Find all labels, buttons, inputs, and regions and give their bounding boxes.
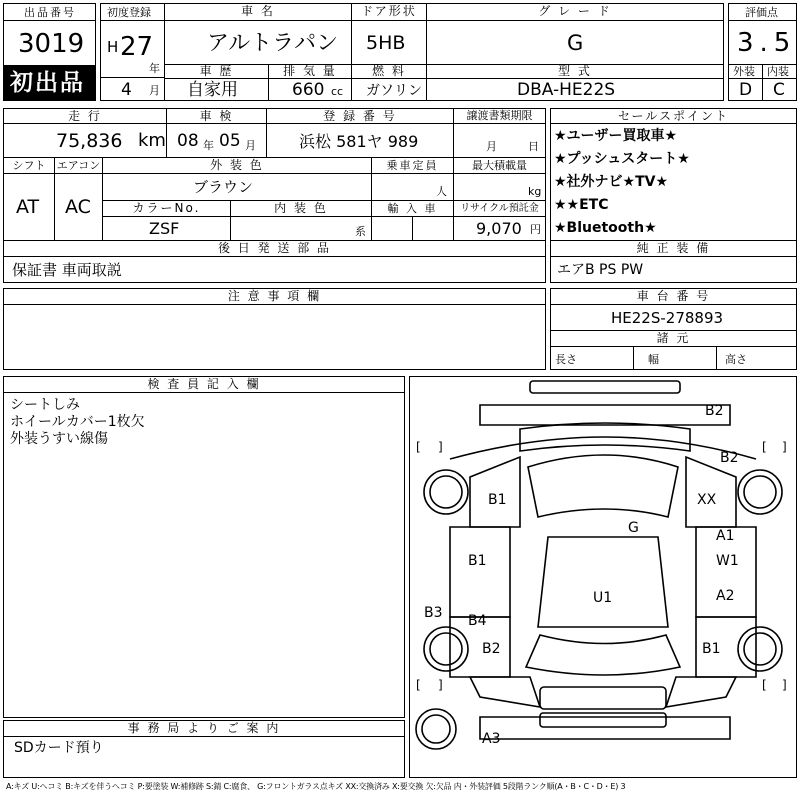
history-cell <box>164 78 269 101</box>
plate-label: 登 録 番 号 <box>266 108 454 124</box>
score-label: 評価点 <box>745 6 778 19</box>
grade-label: グ レ ー ド <box>426 3 724 21</box>
exterior-color-cell <box>102 173 372 201</box>
cautions-label: 注 意 事 項 欄 <box>3 288 546 305</box>
mileage: 75,836 <box>56 130 123 152</box>
fuel-cell <box>351 78 427 101</box>
exterior-color-label: 外 装 色 <box>102 157 372 174</box>
damage-diagram <box>410 377 796 777</box>
svg-text:[: [ <box>416 678 421 692</box>
sales-point-4: ★★ETC <box>554 197 609 213</box>
mileage-label: 走 行 <box>3 108 167 124</box>
import-cell-2 <box>412 216 454 241</box>
shift-label: シフト <box>3 157 55 174</box>
inspector-notes-box <box>3 392 405 718</box>
sales-points-label: セールスポイント <box>550 108 797 124</box>
first-reg-label-cell <box>100 3 165 21</box>
inspection-month: 05 <box>219 131 241 151</box>
displacement: 660 <box>292 80 325 100</box>
first-listing-badge <box>3 65 96 101</box>
svg-text:]: ] <box>438 440 443 454</box>
damage-diagram-frame <box>409 376 797 778</box>
damage-mark-right-front-door: A1 <box>716 528 735 544</box>
damage-mark-left-front-fender: B1 <box>488 492 507 508</box>
office-notes-box <box>3 736 405 778</box>
car-name: アルトラパン <box>207 31 339 56</box>
color-no-label: カラーNo. <box>102 200 231 217</box>
first-reg-year-cell <box>100 20 165 78</box>
first-listing-text: 初出品 <box>10 70 85 96</box>
svg-text:]: ] <box>782 678 787 692</box>
score: 3.5 <box>737 28 797 58</box>
damage-mark-left-rear-fender: B2 <box>482 641 501 657</box>
displacement-cell <box>268 78 352 101</box>
deferred-parts: 保証書 車両取説 <box>12 261 122 279</box>
doc-deadline-label: 譲渡書類期限 <box>453 108 546 124</box>
ac: AC <box>65 196 91 218</box>
era-letter: H <box>107 38 119 56</box>
mileage-unit: km <box>138 130 166 151</box>
damage-mark-rear-bumper: A3 <box>482 731 501 747</box>
chassis-label: 車 台 番 号 <box>550 288 797 305</box>
damage-mark-bonnet-right: B2 <box>720 450 739 466</box>
deferred-parts-cell <box>3 256 546 283</box>
recycle-cell <box>453 216 546 241</box>
svg-text:[: [ <box>762 440 767 454</box>
doc-month-unit: 月 <box>486 140 497 153</box>
model-code: DBA-HE22S <box>517 80 616 100</box>
office-notes: SDカード預り <box>14 740 104 756</box>
max-load-unit: kg <box>528 185 542 198</box>
model-cell <box>426 78 724 101</box>
door-cell <box>351 20 427 65</box>
ext-grade-label: 外装 <box>733 65 755 78</box>
dims-label: 諸 元 <box>550 330 797 347</box>
door-type: 5HB <box>366 32 406 54</box>
interior-color-unit: 系 <box>355 225 366 238</box>
plate-cell <box>266 123 454 158</box>
shift-cell <box>3 173 55 241</box>
sales-point-5: ★Bluetooth★ <box>554 220 657 236</box>
lot-number: 3019 <box>18 29 85 59</box>
sales-point-2: ★プッシュスタート★ <box>554 151 690 167</box>
dims-length-label: 長さ <box>555 353 577 366</box>
damage-mark-left-front-door: B1 <box>468 553 487 569</box>
color-no: ZSF <box>149 219 180 238</box>
car-name-label: 車 名 <box>164 3 352 21</box>
inspection-year-unit: 年 <box>203 139 214 152</box>
damage-mark-right-rear-door: A2 <box>716 588 735 604</box>
exterior-color: ブラウン <box>193 178 254 196</box>
inspection-year: 08 <box>177 131 199 151</box>
damage-mark-right-rear-fender: B1 <box>702 641 721 657</box>
dims-length-cell <box>550 346 634 370</box>
car-name-cell <box>164 20 352 65</box>
recycle-fee: 9,070 <box>476 219 522 238</box>
dims-height-label: 高さ <box>725 353 747 366</box>
equipment: エアB PS PW <box>557 262 644 278</box>
history-label: 車 歴 <box>164 64 269 79</box>
svg-text:]: ] <box>438 678 443 692</box>
damage-mark-roof: U1 <box>593 590 613 606</box>
ext-grade-cell <box>728 78 763 101</box>
lot-number-label: 出品番号 <box>24 6 76 19</box>
sales-point-3: ★社外ナビ★TV★ <box>554 174 669 190</box>
int-grade-label-cell <box>762 64 797 79</box>
lot-number-label-cell <box>3 3 96 21</box>
first-reg-year: 27 <box>120 32 154 62</box>
capacity-unit: 人 <box>436 185 447 198</box>
model-label: 型 式 <box>426 64 724 79</box>
max-load-label: 最大積載量 <box>453 157 546 174</box>
chassis-cell <box>550 304 797 331</box>
inspector-notes: シートしみ ホイールカバー1枚欠 外装うすい線傷 <box>10 397 145 447</box>
mileage-cell <box>3 123 167 158</box>
first-reg-label: 初度登録 <box>107 6 151 19</box>
grade: G <box>567 31 584 55</box>
ac-cell <box>54 173 103 241</box>
max-load-cell <box>453 173 546 201</box>
door-label: ドア形状 <box>351 3 427 21</box>
lot-number-cell <box>3 20 96 66</box>
ext-grade: D <box>739 80 753 100</box>
import-label: 輸 入 車 <box>371 200 454 217</box>
deferred-parts-label: 後 日 発 送 部 品 <box>3 240 546 257</box>
displacement-label: 排 気 量 <box>268 64 352 79</box>
int-grade-label: 内装 <box>767 65 789 78</box>
grade-cell <box>426 20 724 65</box>
month-unit: 月 <box>149 84 160 97</box>
inspection-label: 車 検 <box>166 108 267 124</box>
color-no-cell <box>102 216 231 241</box>
doc-deadline-cell <box>453 123 546 158</box>
damage-mark-right-front-door-2: W1 <box>716 553 739 569</box>
legend: A:キズ U:ヘコミ B:キズを伴うヘコミ P:要塗装 W:補修跡 S:錆 C:腐食、 G:フロントガラス点キズ XX:交換済み X:要交換 欠:欠品 内・外装評価 5段階ランク順(A・B・C・D・E) 3 <box>6 782 626 791</box>
sales-points-box <box>550 123 797 241</box>
year-unit: 年 <box>149 62 160 75</box>
damage-mark-windshield: G <box>628 520 639 536</box>
int-grade-cell <box>762 78 797 101</box>
dims-width-label: 幅 <box>648 353 659 366</box>
sales-point-1: ★ユーザー買取車★ <box>554 128 678 144</box>
damage-mark-left-sill: B3 <box>424 605 443 621</box>
interior-color-label: 内 装 色 <box>230 200 372 217</box>
plate-number: 浜松 581ヤ 989 <box>299 132 419 151</box>
inspector-notes-label: 検 査 員 記 入 欄 <box>3 376 405 393</box>
ext-grade-label-cell <box>728 64 763 79</box>
ac-label: エアコン <box>54 157 103 174</box>
damage-mark-right-front-fender: XX <box>697 492 717 508</box>
equipment-cell <box>550 256 797 283</box>
dims-width-cell <box>633 346 717 370</box>
damage-mark-front-bumper: B2 <box>705 403 724 419</box>
fuel-label: 燃 料 <box>351 64 427 79</box>
int-grade: C <box>773 80 785 100</box>
first-reg-month-cell <box>100 77 165 101</box>
damage-marks <box>424 403 739 747</box>
office-notes-label: 事 務 局 よ り ご 案 内 <box>3 720 405 737</box>
equipment-label: 純 正 装 備 <box>550 240 797 257</box>
interior-color-cell <box>230 216 372 241</box>
cautions-box <box>3 304 546 370</box>
svg-text:]: ] <box>782 440 787 454</box>
import-cell <box>371 216 413 241</box>
svg-text:[: [ <box>416 440 421 454</box>
chassis-number: HE22S-278893 <box>611 309 724 327</box>
shift: AT <box>16 196 40 218</box>
fuel: ガソリン <box>366 83 422 99</box>
dims-height-cell <box>716 346 797 370</box>
capacity-cell <box>371 173 454 201</box>
svg-text:[: [ <box>762 678 767 692</box>
first-reg-month: 4 <box>121 80 132 100</box>
recycle-unit: 円 <box>530 223 541 236</box>
recycle-label: リサイクル預託金 <box>453 200 546 217</box>
displacement-unit: cc <box>331 85 344 98</box>
score-cell <box>728 20 797 65</box>
score-label-cell <box>728 3 797 21</box>
history: 自家用 <box>187 80 238 100</box>
inspection-cell <box>166 123 267 158</box>
doc-day-unit: 日 <box>528 140 539 153</box>
capacity-label: 乗車定員 <box>371 157 454 174</box>
damage-mark-left-rear-door: B4 <box>468 613 487 629</box>
inspection-month-unit: 月 <box>245 139 256 152</box>
